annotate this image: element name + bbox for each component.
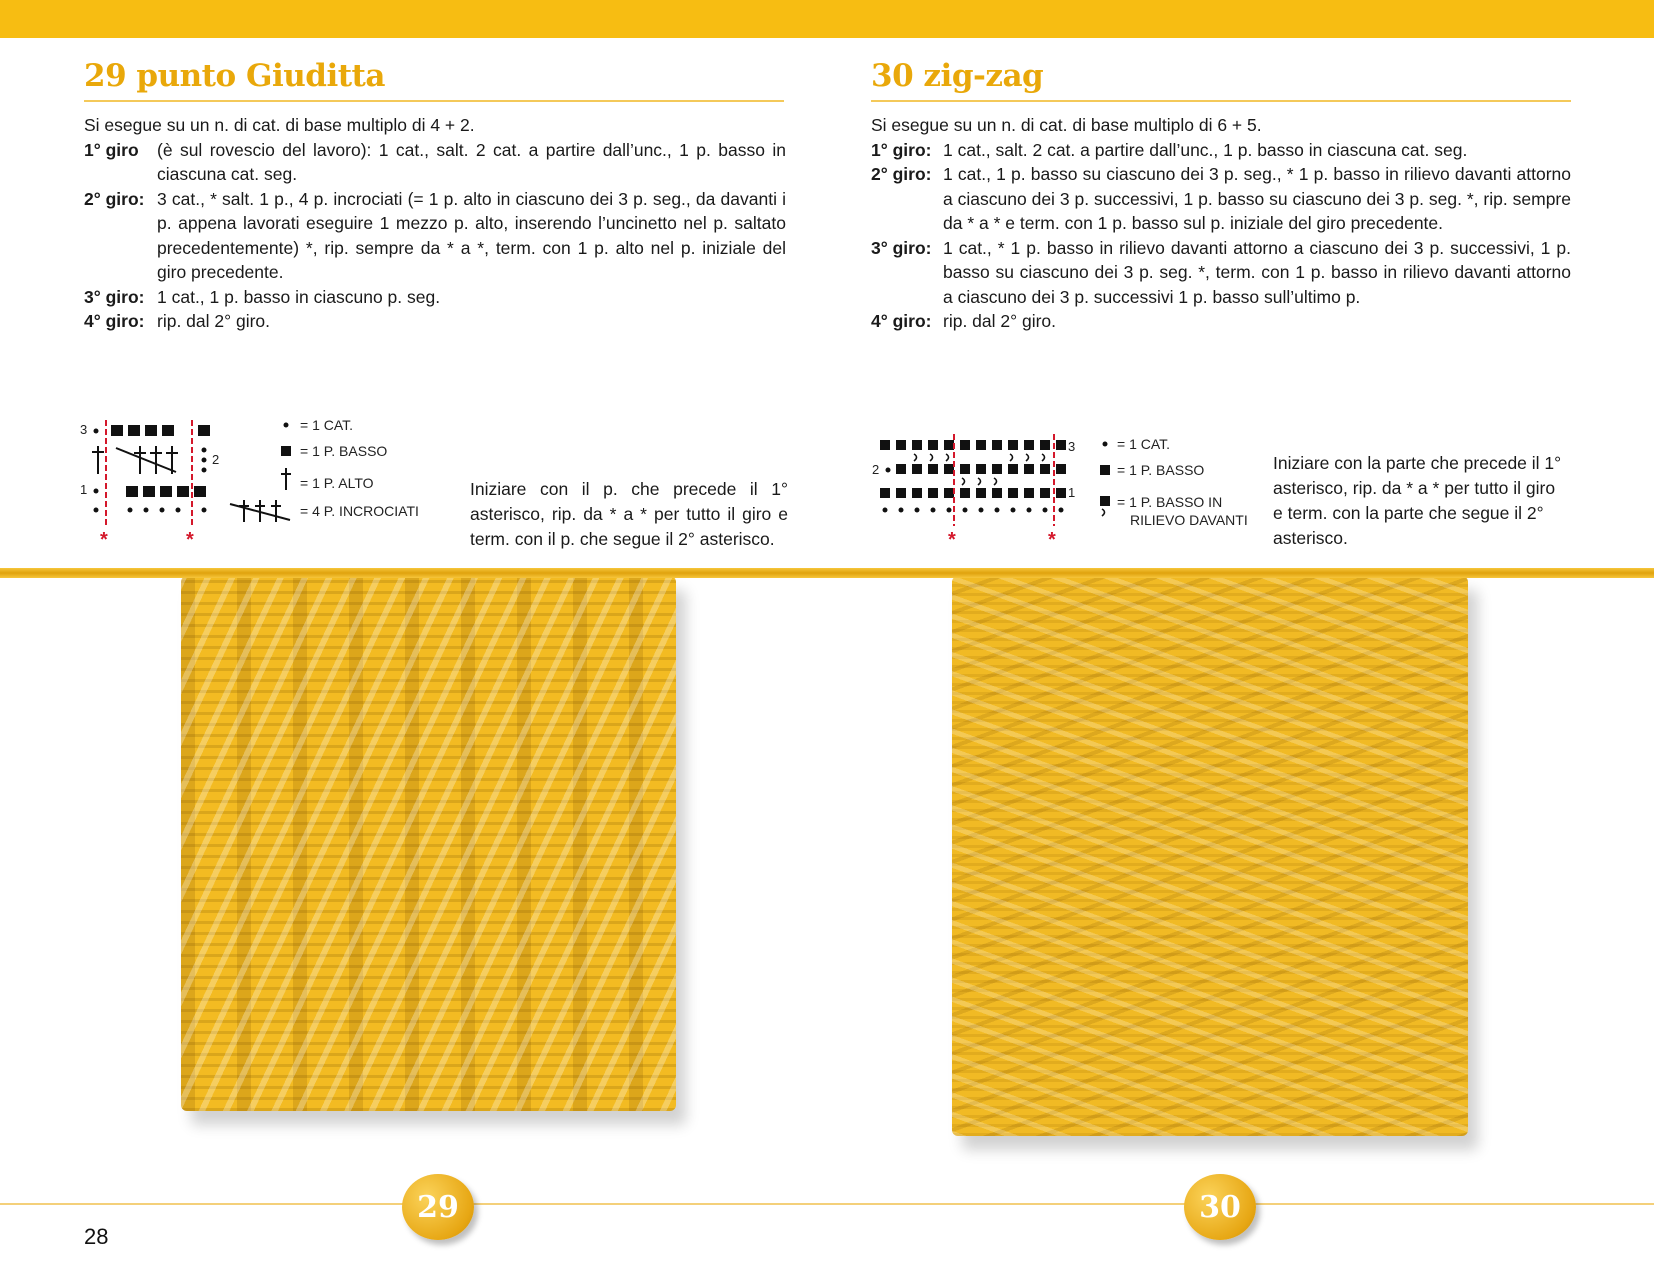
right-giro-1: [871, 138, 1571, 163]
left-giro-1: [84, 138, 786, 187]
right-intro: Si esegue su un n. di cat. di base multiplo di 6 + 5.: [871, 115, 1262, 135]
legend-p-basso-rilievo-2: RILIEVO DAVANTI: [1130, 512, 1248, 528]
right-repeat-note: Iniziare con la parte che precede il 1° asterisco, rip. da * a * per tutto il giro e term. con la parte che segue il 2° asterisco.: [1273, 453, 1562, 548]
left-title-rule: [84, 100, 784, 102]
yarn-hanging-rod: [0, 568, 1654, 578]
giro-label: 3° giro:: [84, 286, 145, 307]
row-number: 1: [80, 482, 88, 497]
row-number: 1: [1068, 485, 1076, 500]
legend-p-incrociati: = 4 P. INCROCIATI: [300, 503, 419, 519]
legend-cat: = 1 CAT.: [300, 417, 354, 433]
row-number: 2: [872, 462, 880, 477]
right-instructions: [871, 113, 1571, 334]
legend-p-basso: = 1 P. BASSO: [1117, 462, 1205, 478]
legend-p-basso-rilievo-1: = 1 P. BASSO IN: [1117, 494, 1223, 510]
right-stitch-diagram: [872, 432, 1082, 548]
giro-label: 2° giro:: [84, 188, 145, 209]
row-number: 3: [1068, 439, 1076, 454]
repeat-asterisk: *: [1048, 529, 1056, 548]
repeat-asterisk: *: [100, 529, 108, 548]
right-title: 30 zig-zag: [871, 58, 1044, 94]
left-giro-2: [84, 187, 786, 285]
right-giro-2: [871, 162, 1571, 236]
giro-label: 4° giro:: [871, 311, 932, 331]
left-repeat-note: Iniziare con il p. che precede il 1° asterisco, rip. da * a * per tutto il giro e term. con il p. che segue il 2° asterisco.: [470, 479, 788, 549]
row-number: 3: [80, 422, 88, 437]
left-stitch-diagram: [78, 418, 228, 548]
right-giro-4: [871, 309, 1571, 334]
bottom-rule: [0, 1203, 1654, 1205]
giro-label: 2° giro:: [871, 164, 932, 184]
left-intro: Si esegue su un n. di cat. di base multiplo di 4 + 2.: [84, 115, 475, 135]
yarn-ball-badge-30: [1184, 1174, 1256, 1240]
swatch-photo-30: [952, 576, 1468, 1136]
giro-text: 1 cat., salt. 2 cat. a partire dall’unc., 1 p. basso in ciascuna cat. seg.: [943, 139, 1468, 160]
right-title-rule: [871, 100, 1571, 102]
left-giro-3: [84, 285, 786, 310]
giro-text: rip. dal 2° giro.: [943, 311, 1057, 331]
repeat-asterisk: *: [186, 529, 194, 548]
right-giro-3: [871, 236, 1571, 310]
yarn-ball-badge-29: [402, 1174, 474, 1240]
row-number: 2: [212, 452, 220, 467]
badge-number: 29: [417, 1189, 459, 1225]
page-number: 28: [84, 1224, 109, 1249]
giro-text: 1 cat., 1 p. basso su ciascuno dei 3 p. seg., * 1 p. basso in rilievo davanti attorno a ciascuno dei 3 p. successivi, 1 p. basso su ciascuno dei 3 p. seg. *, rip. sempre da * a * e term. con 1 p. basso sul p. iniziale del giro precedente.: [943, 164, 1571, 233]
giro-text: 1 cat., * 1 p. basso in rilievo davanti attorno a ciascuno dei 3 p. successivi, 1 p. basso su ciascuno dei 3 p. seg. *, term. con 1 p. basso in rilievo davanti attorno a ciascuno dei 3 p. successivi 1 p. basso sull’ultimo p.: [943, 237, 1571, 307]
giro-text: 3 cat., * salt. 1 p., 4 p. incrociati (= 1 p. alto in ciascuno dei 3 p. seg., da davanti i p. appena lavorati eseguire 1 mezzo p. alto, inserendo l’uncinetto nel p. saltato precedentemente) *, rip. sempre da * a *, term. con 1 p. alto nel p. iniziale del giro precedente.: [157, 188, 786, 282]
left-title: 29 punto Giuditta: [84, 58, 385, 94]
left-instructions: [84, 113, 786, 334]
giro-label: 3° giro:: [871, 237, 932, 258]
repeat-asterisk: *: [948, 529, 956, 548]
left-giro-4: [84, 309, 786, 334]
top-accent-bar: [0, 0, 1654, 38]
left-legend-symbols: [228, 412, 308, 524]
right-legend-symbols: [1094, 432, 1116, 522]
giro-text: rip. dal 2° giro.: [157, 311, 271, 331]
legend-p-basso: = 1 P. BASSO: [300, 443, 388, 459]
swatch-photo-29: [181, 576, 676, 1111]
giro-label: 1° giro:: [871, 139, 932, 160]
legend-p-alto: = 1 P. ALTO: [300, 475, 374, 491]
legend-cat: = 1 CAT.: [1117, 436, 1171, 452]
giro-text: (è sul rovescio del lavoro): 1 cat., salt. 2 cat. a partire dall’unc., 1 p. basso in ciascuna cat. seg.: [157, 139, 786, 184]
giro-text: 1 cat., 1 p. basso in ciascuno p. seg.: [157, 286, 441, 307]
giro-label: 1° giro: [84, 139, 139, 160]
badge-number: 30: [1199, 1189, 1241, 1225]
giro-label: 4° giro:: [84, 311, 145, 331]
